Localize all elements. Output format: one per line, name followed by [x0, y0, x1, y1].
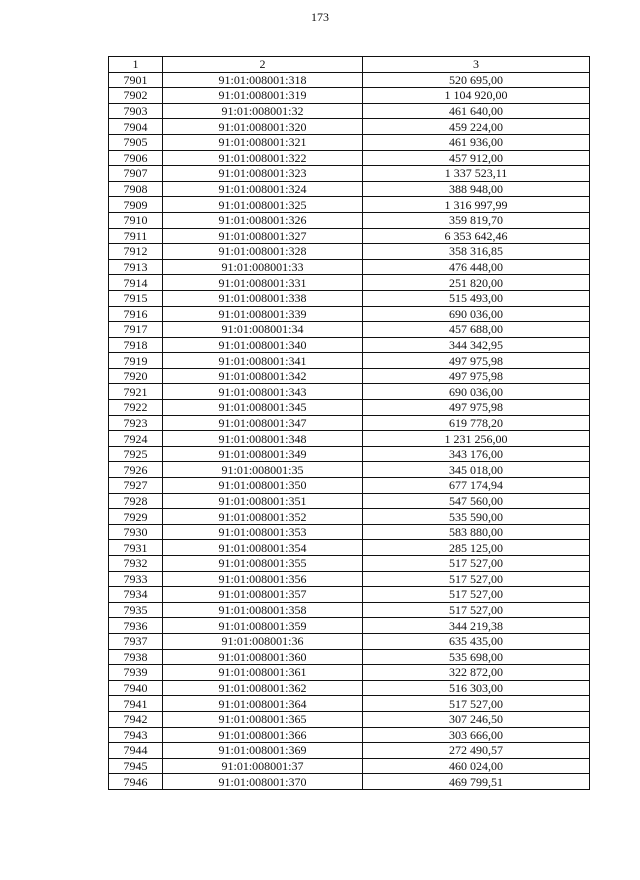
cadastral-number-cell: 91:01:008001:325 [163, 197, 363, 213]
cadastral-number-cell: 91:01:008001:354 [163, 540, 363, 556]
row-number-cell: 7911 [109, 228, 163, 244]
cadastral-number-cell: 91:01:008001:339 [163, 306, 363, 322]
value-cell: 677 174,94 [363, 478, 590, 494]
cadastral-number-cell: 91:01:008001:340 [163, 337, 363, 353]
cadastral-number-cell: 91:01:008001:362 [163, 680, 363, 696]
table-row [109, 166, 590, 182]
value-cell: 344 342,95 [363, 337, 590, 353]
cadastral-number-cell: 91:01:008001:361 [163, 665, 363, 681]
cadastral-number-cell: 91:01:008001:320 [163, 119, 363, 135]
row-number-cell: 7915 [109, 290, 163, 306]
row-number-cell: 7934 [109, 587, 163, 603]
table-row [109, 400, 590, 416]
cadastral-number-cell: 91:01:008001:366 [163, 727, 363, 743]
row-number-cell: 7938 [109, 649, 163, 665]
cadastral-number-cell: 91:01:008001:327 [163, 228, 363, 244]
table-row [109, 431, 590, 447]
value-cell: 359 819,70 [363, 212, 590, 228]
table-row [109, 197, 590, 213]
cadastral-number-cell: 91:01:008001:358 [163, 602, 363, 618]
value-cell: 344 219,38 [363, 618, 590, 634]
value-cell: 497 975,98 [363, 368, 590, 384]
table-row [109, 119, 590, 135]
value-cell: 358 316,85 [363, 244, 590, 260]
row-number-cell: 7919 [109, 353, 163, 369]
table-row [109, 103, 590, 119]
value-cell: 307 246,50 [363, 711, 590, 727]
cadastral-number-cell: 91:01:008001:33 [163, 259, 363, 275]
row-number-cell: 7902 [109, 88, 163, 104]
cadastral-number-cell: 91:01:008001:364 [163, 696, 363, 712]
row-number-cell: 7912 [109, 244, 163, 260]
row-number-cell: 7914 [109, 275, 163, 291]
row-number-cell: 7928 [109, 493, 163, 509]
table-row [109, 649, 590, 665]
registry-table [108, 56, 590, 790]
table-row [109, 275, 590, 291]
table-row [109, 212, 590, 228]
cadastral-number-cell: 91:01:008001:370 [163, 774, 363, 790]
row-number-cell: 7930 [109, 524, 163, 540]
row-number-cell: 7920 [109, 368, 163, 384]
table-row [109, 509, 590, 525]
row-number-cell: 7943 [109, 727, 163, 743]
cadastral-number-cell: 91:01:008001:319 [163, 88, 363, 104]
table-row [109, 368, 590, 384]
value-cell: 345 018,00 [363, 462, 590, 478]
table-row [109, 384, 590, 400]
header-col-1: 1 [109, 57, 163, 73]
page-number: 173 [311, 10, 329, 24]
cadastral-number-cell: 91:01:008001:369 [163, 743, 363, 759]
cadastral-number-cell: 91:01:008001:348 [163, 431, 363, 447]
value-cell: 517 527,00 [363, 587, 590, 603]
value-cell: 516 303,00 [363, 680, 590, 696]
row-number-cell: 7936 [109, 618, 163, 634]
value-cell: 461 640,00 [363, 103, 590, 119]
cadastral-number-cell: 91:01:008001:323 [163, 166, 363, 182]
cadastral-number-cell: 91:01:008001:36 [163, 633, 363, 649]
cadastral-number-cell: 91:01:008001:331 [163, 275, 363, 291]
value-cell: 461 936,00 [363, 134, 590, 150]
table-row [109, 353, 590, 369]
value-cell: 457 912,00 [363, 150, 590, 166]
cadastral-number-cell: 91:01:008001:322 [163, 150, 363, 166]
value-cell: 517 527,00 [363, 556, 590, 572]
row-number-cell: 7927 [109, 478, 163, 494]
table-row [109, 181, 590, 197]
row-number-cell: 7909 [109, 197, 163, 213]
value-cell: 457 688,00 [363, 322, 590, 338]
value-cell: 469 799,51 [363, 774, 590, 790]
value-cell: 251 820,00 [363, 275, 590, 291]
cadastral-number-cell: 91:01:008001:359 [163, 618, 363, 634]
value-cell: 1 337 523,11 [363, 166, 590, 182]
table-row [109, 633, 590, 649]
value-cell: 6 353 642,46 [363, 228, 590, 244]
value-cell: 520 695,00 [363, 72, 590, 88]
cadastral-number-cell: 91:01:008001:357 [163, 587, 363, 603]
table-row [109, 680, 590, 696]
value-cell: 322 872,00 [363, 665, 590, 681]
value-cell: 459 224,00 [363, 119, 590, 135]
row-number-cell: 7904 [109, 119, 163, 135]
row-number-cell: 7908 [109, 181, 163, 197]
table-row [109, 306, 590, 322]
table-row [109, 493, 590, 509]
row-number-cell: 7935 [109, 602, 163, 618]
cadastral-number-cell: 91:01:008001:351 [163, 493, 363, 509]
value-cell: 303 666,00 [363, 727, 590, 743]
table-row [109, 228, 590, 244]
cadastral-number-cell: 91:01:008001:321 [163, 134, 363, 150]
table-row [109, 337, 590, 353]
value-cell: 517 527,00 [363, 571, 590, 587]
row-number-cell: 7940 [109, 680, 163, 696]
table-row [109, 665, 590, 681]
value-cell: 515 493,00 [363, 290, 590, 306]
table-row [109, 571, 590, 587]
table-row [109, 556, 590, 572]
row-number-cell: 7926 [109, 462, 163, 478]
header-col-2: 2 [163, 57, 363, 73]
value-cell: 497 975,98 [363, 353, 590, 369]
value-cell: 1 104 920,00 [363, 88, 590, 104]
cadastral-number-cell: 91:01:008001:365 [163, 711, 363, 727]
value-cell: 583 880,00 [363, 524, 590, 540]
table-row [109, 462, 590, 478]
table-row [109, 540, 590, 556]
cadastral-number-cell: 91:01:008001:326 [163, 212, 363, 228]
row-number-cell: 7946 [109, 774, 163, 790]
row-number-cell: 7931 [109, 540, 163, 556]
value-cell: 690 036,00 [363, 306, 590, 322]
cadastral-number-cell: 91:01:008001:352 [163, 509, 363, 525]
table-row [109, 587, 590, 603]
table-row [109, 259, 590, 275]
row-number-cell: 7925 [109, 446, 163, 462]
row-number-cell: 7916 [109, 306, 163, 322]
table-row [109, 150, 590, 166]
value-cell: 343 176,00 [363, 446, 590, 462]
value-cell: 388 948,00 [363, 181, 590, 197]
cadastral-number-cell: 91:01:008001:345 [163, 400, 363, 416]
cadastral-number-cell: 91:01:008001:328 [163, 244, 363, 260]
cadastral-number-cell: 91:01:008001:356 [163, 571, 363, 587]
cadastral-number-cell: 91:01:008001:341 [163, 353, 363, 369]
cadastral-number-cell: 91:01:008001:342 [163, 368, 363, 384]
row-number-cell: 7933 [109, 571, 163, 587]
value-cell: 547 560,00 [363, 493, 590, 509]
cadastral-number-cell: 91:01:008001:34 [163, 322, 363, 338]
row-number-cell: 7941 [109, 696, 163, 712]
table-row [109, 696, 590, 712]
table-row [109, 88, 590, 104]
cadastral-number-cell: 91:01:008001:37 [163, 758, 363, 774]
cadastral-number-cell: 91:01:008001:343 [163, 384, 363, 400]
header-row [109, 57, 590, 73]
row-number-cell: 7905 [109, 134, 163, 150]
row-number-cell: 7924 [109, 431, 163, 447]
header-col-3: 3 [363, 57, 590, 73]
table-row [109, 322, 590, 338]
table-row [109, 415, 590, 431]
row-number-cell: 7921 [109, 384, 163, 400]
table-row [109, 758, 590, 774]
value-cell: 635 435,00 [363, 633, 590, 649]
row-number-cell: 7923 [109, 415, 163, 431]
table-row [109, 524, 590, 540]
value-cell: 476 448,00 [363, 259, 590, 275]
row-number-cell: 7913 [109, 259, 163, 275]
row-number-cell: 7907 [109, 166, 163, 182]
value-cell: 535 590,00 [363, 509, 590, 525]
value-cell: 460 024,00 [363, 758, 590, 774]
cadastral-number-cell: 91:01:008001:355 [163, 556, 363, 572]
value-cell: 272 490,57 [363, 743, 590, 759]
value-cell: 535 698,00 [363, 649, 590, 665]
cadastral-number-cell: 91:01:008001:347 [163, 415, 363, 431]
row-number-cell: 7939 [109, 665, 163, 681]
value-cell: 690 036,00 [363, 384, 590, 400]
table-row [109, 134, 590, 150]
table-body [109, 72, 590, 789]
value-cell: 285 125,00 [363, 540, 590, 556]
value-cell: 517 527,00 [363, 602, 590, 618]
table-row [109, 290, 590, 306]
value-cell: 1 316 997,99 [363, 197, 590, 213]
row-number-cell: 7932 [109, 556, 163, 572]
row-number-cell: 7918 [109, 337, 163, 353]
row-number-cell: 7945 [109, 758, 163, 774]
table-row [109, 602, 590, 618]
table-row [109, 774, 590, 790]
value-cell: 1 231 256,00 [363, 431, 590, 447]
cadastral-number-cell: 91:01:008001:338 [163, 290, 363, 306]
row-number-cell: 7937 [109, 633, 163, 649]
value-cell: 619 778,20 [363, 415, 590, 431]
table-row [109, 743, 590, 759]
cadastral-number-cell: 91:01:008001:349 [163, 446, 363, 462]
table-header [109, 57, 590, 73]
cadastral-number-cell: 91:01:008001:324 [163, 181, 363, 197]
cadastral-number-cell: 91:01:008001:350 [163, 478, 363, 494]
cadastral-number-cell: 91:01:008001:35 [163, 462, 363, 478]
row-number-cell: 7942 [109, 711, 163, 727]
table-row [109, 727, 590, 743]
row-number-cell: 7944 [109, 743, 163, 759]
cadastral-number-cell: 91:01:008001:353 [163, 524, 363, 540]
value-cell: 517 527,00 [363, 696, 590, 712]
table-row [109, 711, 590, 727]
cadastral-number-cell: 91:01:008001:318 [163, 72, 363, 88]
table-row [109, 478, 590, 494]
value-cell: 497 975,98 [363, 400, 590, 416]
row-number-cell: 7906 [109, 150, 163, 166]
row-number-cell: 7910 [109, 212, 163, 228]
row-number-cell: 7929 [109, 509, 163, 525]
row-number-cell: 7901 [109, 72, 163, 88]
table-row [109, 72, 590, 88]
table-row [109, 446, 590, 462]
cadastral-number-cell: 91:01:008001:360 [163, 649, 363, 665]
row-number-cell: 7903 [109, 103, 163, 119]
table-row [109, 244, 590, 260]
cadastral-number-cell: 91:01:008001:32 [163, 103, 363, 119]
row-number-cell: 7917 [109, 322, 163, 338]
row-number-cell: 7922 [109, 400, 163, 416]
table-row [109, 618, 590, 634]
